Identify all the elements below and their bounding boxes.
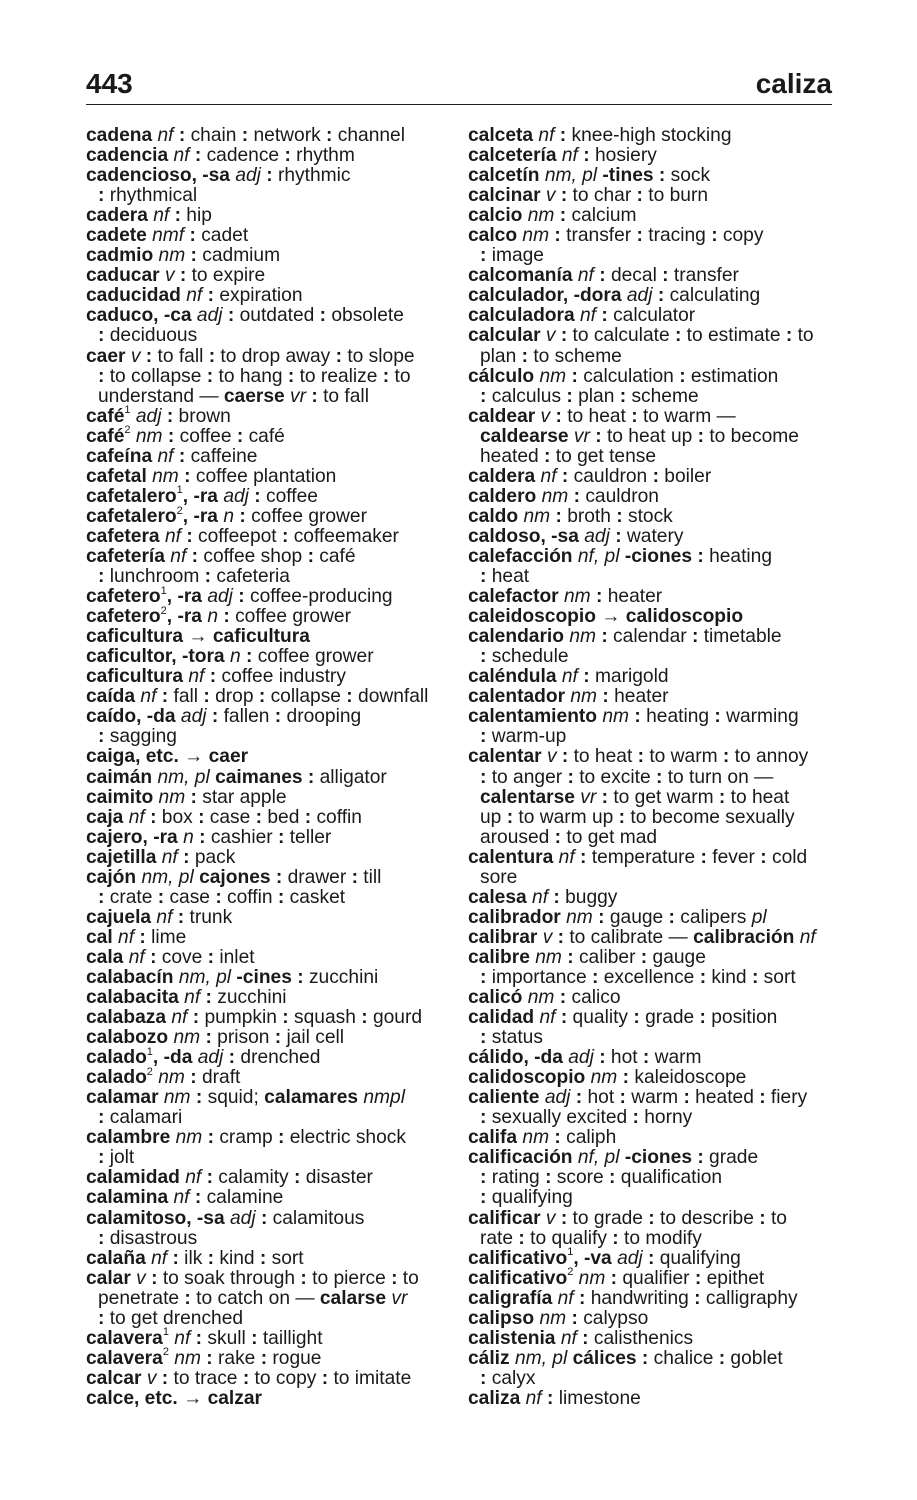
header-rule	[86, 104, 832, 105]
left-column-line: caduco, -ca adj : outdated : obsolete	[86, 305, 404, 327]
right-column-line: calificativo$^1$, -va adj : qualifying	[468, 1246, 741, 1269]
right-column-line: calipso nm : calypso	[468, 1307, 649, 1329]
right-column-line: calcular v : to calculate : to estimate : to	[468, 325, 814, 347]
right-column-line: sore	[480, 866, 518, 888]
right-column-line: : qualifying	[480, 1187, 573, 1209]
left-column-line: calamitoso, -sa adj : calamitous	[86, 1207, 365, 1229]
right-column-line: calicó nm : calico	[468, 987, 621, 1009]
right-column-line: : calculus : plan : scheme	[480, 385, 699, 407]
left-column-line: : rhythmical	[98, 185, 198, 207]
right-column-line: cálculo nm : calculation : estimation	[468, 365, 779, 387]
right-column-line: calculadora nf : calculator	[468, 305, 696, 327]
right-column-line: calcetín nm, pl -tines : sock	[468, 165, 711, 187]
left-column-line: caimito nm : star apple	[86, 786, 287, 808]
left-column-line: calaña nf : ilk : kind : sort	[86, 1247, 304, 1269]
right-column-line: calificar v : to grade : to describe : to	[468, 1207, 787, 1229]
left-column-line: cafetera nf : coffeepot : coffeemaker	[86, 525, 399, 547]
left-column-line: cadete nmf : cadet	[86, 225, 249, 247]
left-column-line: calambre nm : cramp : electric shock	[86, 1127, 406, 1149]
left-column-line: cadera nf : hip	[86, 205, 212, 227]
right-column-line: calentarse vr : to get warm : to heat	[480, 786, 790, 808]
right-column-line: : calyx	[480, 1367, 536, 1389]
right-column-line: calcio nm : calcium	[468, 205, 637, 227]
right-column	[468, 126, 833, 1409]
left-column-line: caducidad nf : expiration	[86, 285, 303, 307]
left-column-line: caída nf : fall : drop : collapse : downfall	[86, 686, 429, 708]
left-column-line: cafeína nf : caffeine	[86, 445, 258, 467]
left-column-line: calabacín nm, pl -cines : zucchini	[86, 966, 379, 988]
left-column	[86, 126, 446, 1409]
page-number: 443	[86, 68, 133, 99]
page-header	[86, 64, 832, 104]
right-column-line: caligrafía nf : handwriting : calligraphy	[468, 1287, 798, 1309]
left-column-line: cajero, -ra n : cashier : teller	[86, 826, 332, 848]
left-column-line: caiga, etc. → caer	[86, 746, 249, 768]
right-column-line: caliente adj : hot : warm : heated : fiery	[468, 1087, 808, 1109]
right-column-line: heated : to get tense	[480, 445, 657, 467]
left-column-line: cadencioso, -sa adj : rhythmic	[86, 165, 351, 187]
left-column-line: caja nf : box : case : bed : coffin	[86, 806, 362, 828]
right-column-line: up : to warm up : to become sexually	[480, 806, 795, 828]
left-column-line: calado$^2$ nm : draft	[86, 1065, 241, 1089]
left-column-line: cajuela nf : trunk	[86, 906, 233, 928]
right-column-line: : rating : score : qualification	[480, 1167, 723, 1189]
right-column-line: calefactor nm : heater	[468, 586, 663, 608]
right-column-line: : image	[480, 245, 544, 267]
right-column-line: : warm-up	[480, 726, 567, 748]
left-column-line: café$^1$ adj : brown	[86, 404, 231, 427]
left-column-line: : disastrous	[98, 1227, 198, 1249]
left-column-line: understand — caerse vr : to fall	[98, 385, 369, 407]
right-column-line: calentar v : to heat : to warm : to annoy	[468, 746, 809, 768]
left-column-line: calabozo nm : prison : jail cell	[86, 1027, 345, 1049]
right-column-line: calentamiento nm : heating : warming	[468, 706, 799, 728]
right-column-line: calificativo$^2$ nm : qualifier : epithet	[468, 1266, 765, 1289]
left-column-line: cadencia nf : cadence : rhythm	[86, 145, 355, 167]
right-column-line: : heat	[480, 566, 530, 588]
left-column-line: : to collapse : to hang : to realize : to	[98, 365, 411, 387]
right-column-line: caleidoscopio → calidoscopio	[468, 606, 744, 628]
right-column-line: cáliz nm, pl cálices : chalice : goblet	[468, 1347, 783, 1369]
left-column-line: : to get drenched	[98, 1307, 244, 1329]
left-column-line: cal nf : lime	[86, 926, 187, 948]
left-column-line: calavera$^1$ nf : skull : taillight	[86, 1326, 323, 1349]
right-column-line: calefacción nf, pl -ciones : heating	[468, 545, 773, 567]
left-column-line: cajón nm, pl cajones : drawer : till	[86, 866, 382, 888]
left-column-line: : lunchroom : cafeteria	[98, 566, 290, 588]
right-column-line: calibre nm : caliber : gauge	[468, 946, 706, 968]
left-column-line: calcar v : to trace : to copy : to imitate	[86, 1367, 412, 1389]
left-column-line: calabaza nf : pumpkin : squash : gourd	[86, 1007, 423, 1029]
left-column-line: : crate : case : coffin : casket	[98, 886, 346, 908]
left-column-line: cadena nf : chain : network : channel	[86, 125, 405, 146]
left-column-line: : jolt	[98, 1147, 135, 1169]
right-column-line: calidoscopio nm : kaleidoscope	[468, 1067, 747, 1089]
right-column-line: : to anger : to excite : to turn on —	[480, 766, 774, 788]
right-column-line: : sexually excited : horny	[480, 1107, 693, 1129]
right-column-line: : schedule	[480, 646, 569, 668]
right-column-line: caliza nf : limestone	[468, 1387, 641, 1409]
left-column-line: cafetalero$^2$, -ra n : coffee grower	[86, 504, 367, 527]
left-column-line: caficultura nf : coffee industry	[86, 666, 346, 688]
left-column-line: calamar nm : squid; calamares nmpl	[86, 1087, 405, 1109]
left-column-line: cadmio nm : cadmium	[86, 245, 281, 267]
left-column-line: : calamari	[98, 1107, 183, 1129]
left-column-line: calce, etc. → calzar	[86, 1387, 262, 1409]
right-column-line: calculador, -dora adj : calculating	[468, 285, 761, 307]
left-column-line: cafetería nf : coffee shop : café	[86, 545, 356, 567]
left-column-line: cafetero$^1$, -ra adj : coffee-producing	[86, 584, 393, 608]
right-column-line: calcinar v : to char : to burn	[468, 185, 709, 207]
left-column-line: caído, -da adj : fallen : drooping	[86, 706, 362, 728]
right-column-line: caldo nm : broth : stock	[468, 505, 673, 527]
right-column-line: caldear v : to heat : to warm —	[468, 405, 736, 427]
right-column-line: cálido, -da adj : hot : warm	[468, 1047, 702, 1069]
left-column-line: : deciduous	[98, 325, 198, 347]
left-column-line: cajetilla nf : pack	[86, 846, 236, 868]
right-column-line: caldera nf : cauldron : boiler	[468, 465, 712, 487]
left-column-line: caficultura → caficultura	[86, 626, 310, 648]
guide-word: caliza	[755, 68, 832, 99]
right-column-line: caldero nm : cauldron	[468, 485, 659, 507]
left-column-line: caficultor, -tora n : coffee grower	[86, 646, 374, 668]
right-column-line: calificación nf, pl -ciones : grade	[468, 1147, 759, 1169]
left-column-line: cafetal nm : coffee plantation	[86, 465, 337, 487]
right-column-line: calibrador nm : gauge : calipers pl	[468, 906, 767, 928]
right-column-line: caldoso, -sa adj : watery	[468, 525, 684, 547]
right-column-line: aroused : to get mad	[480, 826, 658, 848]
left-column-line: cafetero$^2$, -ra n : coffee grower	[86, 604, 351, 628]
left-column-line: cala nf : cove : inlet	[86, 946, 255, 968]
left-column-line: calamina nf : calamine	[86, 1187, 284, 1209]
right-column-line: calendario nm : calendar : timetable	[468, 626, 782, 648]
right-column-line: calentador nm : heater	[468, 686, 669, 708]
left-column-line: calado$^1$, -da adj : drenched	[86, 1045, 321, 1069]
right-column-line: calentura nf : temperature : fever : cold	[468, 846, 808, 868]
right-column-line: califa nm : caliph	[468, 1127, 617, 1149]
right-column-line: calcomanía nf : decal : transfer	[468, 265, 739, 287]
right-column-line: plan : to scheme	[480, 345, 622, 367]
left-column-line: caimán nm, pl caimanes : alligator	[86, 766, 387, 788]
left-column-line: caducar v : to expire	[86, 265, 266, 287]
left-column-line: calabacita nf : zucchini	[86, 987, 287, 1009]
left-column-line: caer v : to fall : to drop away : to slope	[86, 345, 415, 367]
right-column-line: calcetería nf : hosiery	[468, 145, 657, 167]
right-column-line: calceta nf : knee-high stocking	[468, 125, 732, 146]
right-column-line: calidad nf : quality : grade : position	[468, 1007, 778, 1029]
left-column-line: : sagging	[98, 726, 177, 748]
left-column-line: penetrate : to catch on — calarse vr	[98, 1287, 408, 1309]
right-column-line: caléndula nf : marigold	[468, 666, 669, 688]
right-column-line: calibrar v : to calibrate — calibración nf	[468, 926, 816, 948]
right-column-line: caldearse vr : to heat up : to become	[480, 425, 799, 447]
right-column-line: rate : to qualify : to modify	[480, 1227, 702, 1249]
right-column-line: : importance : excellence : kind : sort	[480, 966, 796, 988]
right-column-line: calesa nf : buggy	[468, 886, 618, 908]
left-column-line: calar v : to soak through : to pierce : to	[86, 1267, 419, 1289]
left-column-line: calavera$^2$ nm : rake : rogue	[86, 1346, 322, 1369]
left-column-line: calamidad nf : calamity : disaster	[86, 1167, 373, 1189]
right-column-line: calco nm : transfer : tracing : copy	[468, 225, 764, 247]
left-column-line: cafetalero$^1$, -ra adj : coffee	[86, 484, 318, 507]
right-column-line: : status	[480, 1027, 543, 1049]
left-column-line: café$^2$ nm : coffee : café	[86, 424, 285, 447]
right-column-line: calistenia nf : calisthenics	[468, 1327, 694, 1349]
